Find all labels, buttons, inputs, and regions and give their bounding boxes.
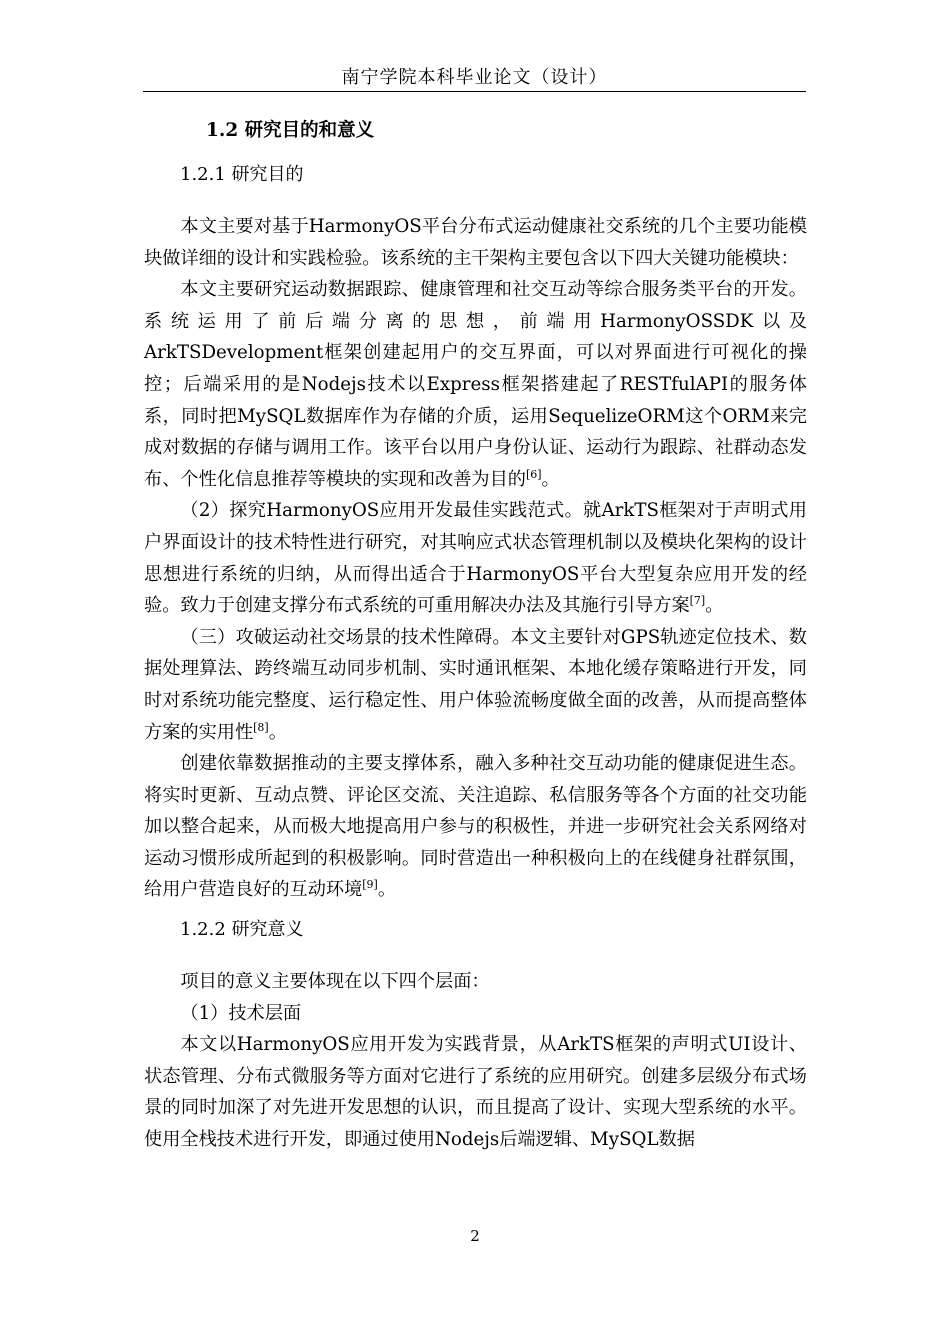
paragraph-text: 创建依靠数据推动的主要支撑体系，融入多种社交互动功能的健康促进生态。将实时更新、互动点赞、评论区交流、关注追踪、私信服务等各个方面的社交功能加以整合起来，从而极大地提高用户参与的积极性，并进一步研究社会关系网络对运动习惯形成所起到的积极影响。同时营造出一种积极向上的在线健身社群氛围，给用户营造良好的互动环境 xyxy=(144,753,807,901)
paragraph-end: 。 xyxy=(705,595,724,617)
citation-8: [8] xyxy=(253,720,269,734)
paragraph-technical-level: 本文以HarmonyOS应用开发为实践背景，从ArkTS框架的声明式UI设计、状态管理、分布式微服务等方面对它进行了系统的应用研究。创建多层级分布式场景的同时加深了对先进开发思想的认识，而且提高了设计、实现大型系统的水平。使用全栈技术进行开发，即通过使用Nodejs后端逻辑、MySQL数据 xyxy=(144,1034,807,1151)
paragraph-end: 。 xyxy=(541,468,560,490)
citation-6: [6] xyxy=(525,467,542,481)
subsection-heading-purpose: 1.2.1 研究目的 xyxy=(180,164,304,185)
header-divider xyxy=(143,91,806,92)
citation-7: [7] xyxy=(689,594,706,608)
paragraph-text: （三）攻破运动社交场景的技术性障碍。本文主要针对GPS轨迹定位技术、数据处理算法、跨终端互动同步机制、实时通讯框架、本地化缓存策略进行开发，同时对系统功能完整度、运行稳定性、用户体验流畅度做全面的改善，从而提高整体方案的实用性 xyxy=(144,626,807,743)
paragraph-text: （2）探究HarmonyOS应用开发最佳实践范式。就ArkTS框架对于声明式用户界面设计的技术特性进行研究，对其响应式状态管理机制以及模块化架构的设计思想进行系统的归纳，从而得出适合于HarmonyOS平台大型复杂应用开发的经验。致力于创建支撑分布式系统的可重用解决办法及其施行引导方案 xyxy=(144,500,807,617)
paragraph-text: 本文主要研究运动数据跟踪、健康管理和社交互动等综合服务类平台的开发。系统运用了前后端分离的思想，前端用HarmonyOSSDK以及ArkTSDevelopment框架创建起用户的交互界面，可以对界面进行可视化的操控；后端采用的是Nodejs技术以Express框架搭建起了RESTfulAPI的服务体系，同时把MySQL数据库作为存储的介质，运用SequelizeORM这个ORM来完成对数据的存储与调用工作。该平台以用户身份认证、运动行为跟踪、社群动态发布、个性化信息推荐等模块的实现和改善为目的 xyxy=(144,279,807,490)
paragraph-best-practice xyxy=(144,495,807,621)
paragraph-end: 。 xyxy=(377,879,397,901)
citation-9: [9] xyxy=(362,878,378,892)
paragraph-technical-level-label: （1）技术层面 xyxy=(180,1002,302,1024)
section-heading: 1.2 研究目的和意义 xyxy=(206,120,375,141)
paragraph-development-overview xyxy=(144,274,807,495)
page-header-title: 南宁学院本科毕业论文（设计） xyxy=(341,67,608,88)
page-number: 2 xyxy=(470,1227,480,1245)
document-body xyxy=(144,115,807,1156)
paragraph-end: 。 xyxy=(268,721,287,743)
paragraph-technical-barriers xyxy=(144,622,807,748)
subsection-heading-significance: 1.2.2 研究意义 xyxy=(180,919,304,941)
paragraph-significance-intro: 项目的意义主要体现在以下四个层面： xyxy=(180,971,490,993)
paragraph-social-ecosystem xyxy=(144,748,807,906)
paragraph-intro: 本文主要对基于HarmonyOS平台分布式运动健康社交系统的几个主要功能模块做详细的设计和实践检验。该系统的主干架构主要包含以下四大关键功能模块： xyxy=(144,216,807,269)
